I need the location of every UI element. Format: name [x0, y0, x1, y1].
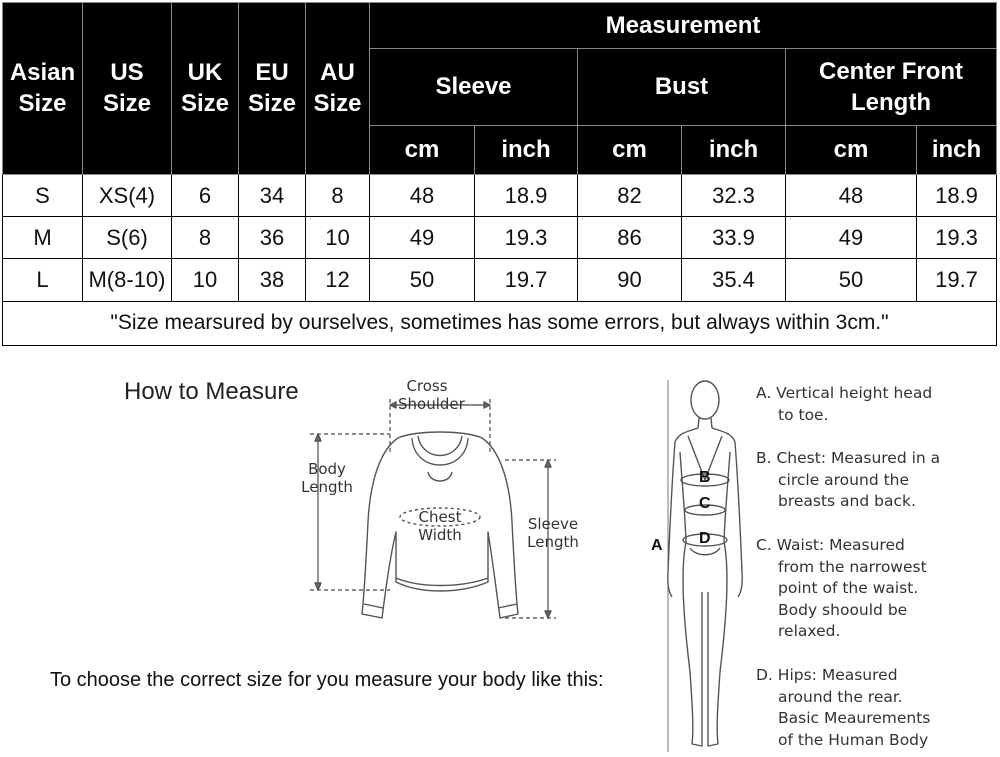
table-cell: 48 — [370, 174, 475, 216]
table-cell: 49 — [786, 217, 917, 259]
header-center-front-length: Center Front Length — [786, 49, 997, 125]
table-cell: 32.3 — [682, 174, 786, 216]
figure-letter-c: C — [699, 495, 711, 512]
table-cell: 33.9 — [682, 217, 786, 259]
legend-item-c: C. Waist: Measured from the narrowest point of the waist. Body shoould be relaxed. — [756, 536, 927, 640]
table-cell: 19.7 — [475, 259, 578, 301]
legend-item-d: D. Hips: Measured around the rear. Basic Meaurements of the Human Body — [756, 666, 931, 749]
table-cell: S — [3, 174, 83, 216]
table-cell: 12 — [306, 259, 370, 301]
size-chart-table — [2, 2, 997, 346]
measure-guide-text: To choose the correct size for you measure your body like this: — [50, 669, 604, 691]
table-cell: 50 — [370, 259, 475, 301]
measurement-note: "Size mearsured by ourselves, sometimes has some errors, but always within 3cm." — [3, 301, 997, 345]
table-row — [3, 259, 997, 301]
header-measurement: Measurement — [370, 3, 997, 49]
table-cell: M(8-10) — [83, 259, 172, 301]
table-cell: 6 — [172, 174, 239, 216]
table-cell: 48 — [786, 174, 917, 216]
table-cell: 19.3 — [475, 217, 578, 259]
table-cell: XS(4) — [83, 174, 172, 216]
table-cell: 18.9 — [475, 174, 578, 216]
chest-width-label: Chest Width — [418, 508, 462, 544]
table-cell: 50 — [786, 259, 917, 301]
table-cell: 34 — [239, 174, 306, 216]
header-bust: Bust — [578, 49, 786, 125]
table-cell: 35.4 — [682, 259, 786, 301]
table-cell: 86 — [578, 217, 682, 259]
legend-item-a: A. Vertical height head to toe. — [756, 384, 933, 424]
figure-letter-a: A — [651, 537, 663, 554]
header-unit-cm: cm — [370, 125, 475, 174]
table-cell: M — [3, 217, 83, 259]
table-cell: L — [3, 259, 83, 301]
cross-shoulder-label: Cross Shoulder — [398, 377, 465, 413]
header-us-size: US Size — [83, 3, 172, 175]
header-asian-size: Asian Size — [3, 3, 83, 175]
header-unit-inch: inch — [475, 125, 578, 174]
table-cell: 82 — [578, 174, 682, 216]
figure-letter-d: D — [699, 530, 711, 547]
table-cell: 36 — [239, 217, 306, 259]
header-uk-size: UK Size — [172, 3, 239, 175]
table-row — [3, 217, 997, 259]
figure-letter-b: B — [699, 469, 711, 486]
header-unit-cm: cm — [786, 125, 917, 174]
table-cell: 38 — [239, 259, 306, 301]
table-cell: S(6) — [83, 217, 172, 259]
table-cell: 49 — [370, 217, 475, 259]
header-sleeve: Sleeve — [370, 49, 578, 125]
table-cell: 10 — [172, 259, 239, 301]
table-row — [3, 174, 997, 216]
legend-item-b: B. Chest: Measured in a circle around the breasts and back. — [756, 449, 941, 510]
table-cell: 18.9 — [917, 174, 997, 216]
table-cell: 19.7 — [917, 259, 997, 301]
header-au-size: AU Size — [306, 3, 370, 175]
header-unit-inch: inch — [682, 125, 786, 174]
table-cell: 90 — [578, 259, 682, 301]
table-cell: 8 — [306, 174, 370, 216]
table-cell: 10 — [306, 217, 370, 259]
table-cell: 19.3 — [917, 217, 997, 259]
how-to-measure-title: How to Measure — [124, 378, 299, 405]
header-eu-size: EU Size — [239, 3, 306, 175]
sleeve-length-label: Sleeve Length — [527, 515, 579, 551]
header-unit-inch: inch — [917, 125, 997, 174]
table-cell: 8 — [172, 217, 239, 259]
body-figure — [640, 372, 760, 757]
body-length-label: Body Length — [301, 460, 353, 496]
header-unit-cm: cm — [578, 125, 682, 174]
